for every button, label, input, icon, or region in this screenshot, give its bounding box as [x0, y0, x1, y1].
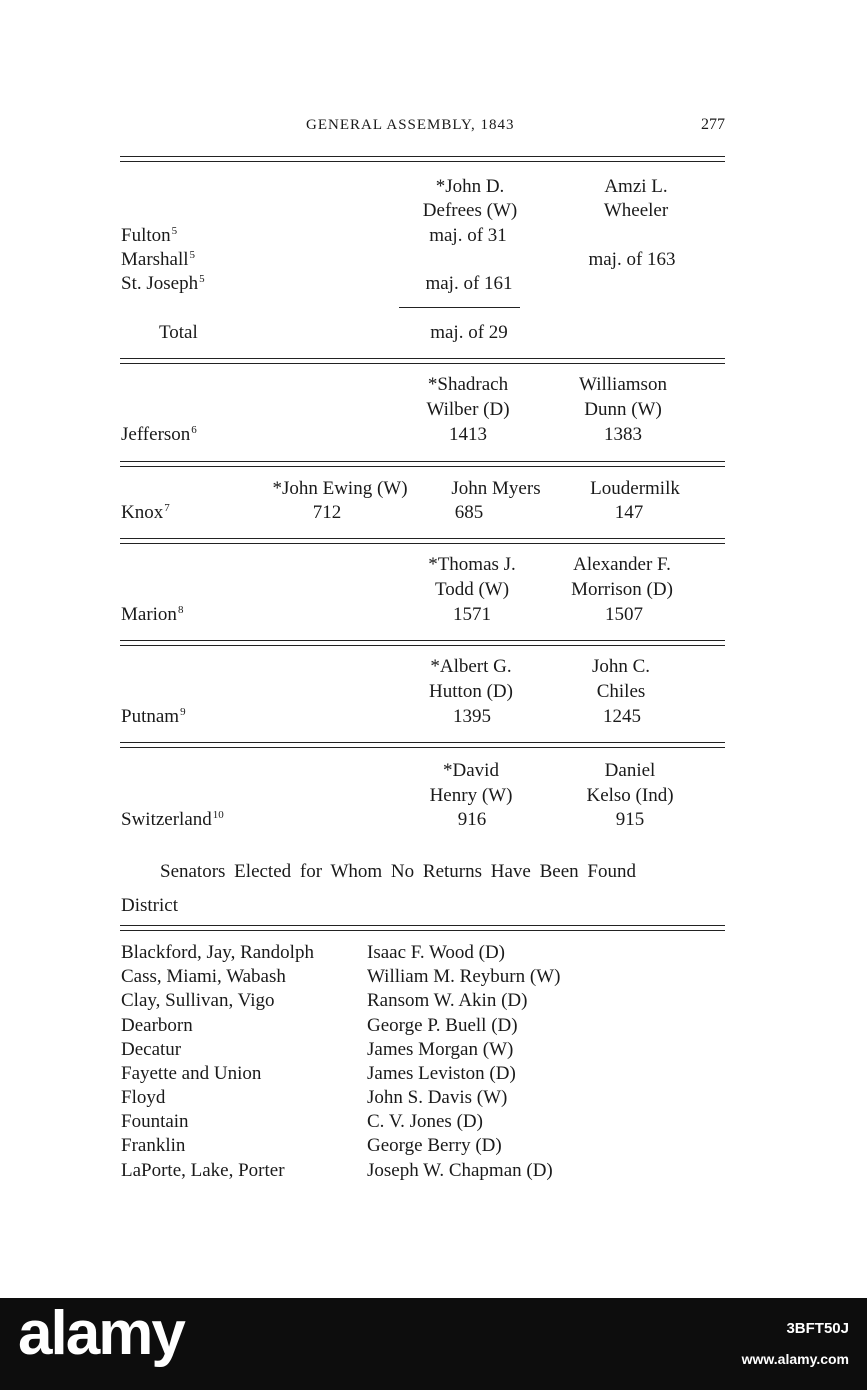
- candidate-name: Wilber (D): [426, 399, 510, 420]
- double-rule: [120, 640, 725, 646]
- senator-name: James Morgan (W): [367, 1039, 514, 1060]
- senator-name: C. V. Jones (D): [367, 1111, 483, 1132]
- footnote-ref: 10: [212, 809, 224, 821]
- image-id: 3BFT50J: [786, 1320, 849, 1337]
- vote-value: maj. of 31: [429, 225, 507, 246]
- county-label: Marshall$^5$: [121, 249, 196, 270]
- vote-value: 712: [312, 502, 342, 523]
- county-label: Jefferson$^6$: [121, 424, 197, 445]
- vote-value: 1245: [603, 706, 641, 727]
- candidate-name: Amzi L.: [604, 176, 668, 197]
- footnote-ref: 6: [191, 424, 197, 436]
- vote-value: 147: [614, 502, 644, 523]
- vote-value: 1413: [449, 424, 487, 445]
- county-label: Knox$^7$: [121, 502, 170, 523]
- senator-name: George Berry (D): [367, 1135, 502, 1156]
- county-label: Fulton$^5$: [121, 225, 178, 246]
- double-rule: [120, 742, 725, 748]
- candidate-name: Dunn (W): [584, 399, 662, 420]
- total-value: maj. of 29: [430, 322, 508, 343]
- candidate-name: *Shadrach: [427, 374, 509, 395]
- county-label: Switzerland$^{10}$: [121, 809, 224, 830]
- footnote-ref: 5: [171, 225, 178, 237]
- vote-value: 1507: [605, 604, 643, 625]
- senator-name: William M. Reyburn (W): [367, 966, 561, 987]
- double-rule: [120, 538, 725, 544]
- candidate-name: Hutton (D): [429, 681, 513, 702]
- brand-logo: alamy: [18, 1299, 184, 1368]
- candidate-name: *David: [443, 760, 499, 781]
- double-rule: [120, 461, 725, 467]
- footnote-ref: 5: [199, 273, 205, 285]
- vote-value: 1383: [604, 424, 642, 445]
- county-label: Marion$^8$: [121, 604, 184, 625]
- double-rule: [120, 925, 725, 931]
- double-rule: [120, 156, 725, 162]
- site-url: www.alamy.com: [741, 1351, 849, 1367]
- senator-name: Joseph W. Chapman (D): [367, 1160, 553, 1181]
- vote-value: 915: [615, 809, 645, 830]
- senator-name: Isaac F. Wood (D): [367, 942, 506, 963]
- page-header-title: GENERAL ASSEMBLY, 1843: [306, 117, 515, 133]
- candidate-name: *Albert G.: [430, 656, 512, 677]
- district-name: Cass, Miami, Wabash: [121, 966, 286, 987]
- district-name: Fayette and Union: [121, 1063, 262, 1084]
- footnote-ref: 7: [164, 502, 170, 514]
- district-name: Franklin: [121, 1135, 186, 1156]
- vote-value: maj. of 161: [425, 273, 513, 294]
- candidate-name: Defrees (W): [422, 200, 518, 221]
- county-label: St. Joseph$^5$: [121, 273, 205, 294]
- candidate-name: *Thomas J.: [428, 554, 516, 575]
- vote-value: 1571: [453, 604, 491, 625]
- senator-name: Ransom W. Akin (D): [367, 990, 528, 1011]
- district-name: Dearborn: [121, 1015, 193, 1036]
- candidate-name: Daniel: [604, 760, 656, 781]
- district-name: Decatur: [121, 1039, 182, 1060]
- candidate-name: Henry (W): [429, 785, 513, 806]
- vote-value: 685: [454, 502, 484, 523]
- vote-value: 1395: [453, 706, 491, 727]
- vote-value: maj. of 163: [588, 249, 676, 270]
- district-name: Fountain: [121, 1111, 189, 1132]
- footnote-ref: 9: [180, 706, 186, 718]
- page-number: 277: [701, 116, 725, 133]
- footnote-ref: 8: [177, 604, 184, 616]
- candidate-name: Alexander F.: [573, 554, 671, 575]
- footnote-ref: 5: [189, 249, 196, 261]
- double-rule: [120, 358, 725, 364]
- candidate-name: John Myers: [451, 478, 541, 499]
- senator-name: John S. Davis (W): [367, 1087, 508, 1108]
- candidate-name: *John Ewing (W): [272, 478, 408, 499]
- candidate-name: Chiles: [596, 681, 646, 702]
- district-name: Clay, Sullivan, Vigo: [121, 990, 275, 1011]
- candidate-name: Todd (W): [434, 579, 510, 600]
- district-name: Floyd: [121, 1087, 166, 1108]
- senator-name: James Leviston (D): [367, 1063, 516, 1084]
- candidate-name: *John D.: [435, 176, 505, 197]
- column-heading-district: District: [121, 895, 178, 916]
- senator-name: George P. Buell (D): [367, 1015, 518, 1036]
- candidate-name: Wheeler: [603, 200, 669, 221]
- candidate-name: John C.: [591, 656, 651, 677]
- candidate-name: Morrison (D): [571, 579, 673, 600]
- district-name: Blackford, Jay, Randolph: [121, 942, 314, 963]
- total-label: Total: [159, 322, 198, 343]
- candidate-name: Loudermilk: [590, 478, 680, 499]
- candidate-name: Kelso (Ind): [586, 785, 674, 806]
- county-label: Putnam$^9$: [121, 706, 186, 727]
- district-name: LaPorte, Lake, Porter: [121, 1160, 285, 1181]
- section-heading: Senators Elected for Whom No Returns Have Been Found: [160, 861, 636, 882]
- vote-value: 916: [457, 809, 487, 830]
- candidate-name: Williamson: [579, 374, 667, 395]
- sum-rule: [399, 307, 520, 308]
